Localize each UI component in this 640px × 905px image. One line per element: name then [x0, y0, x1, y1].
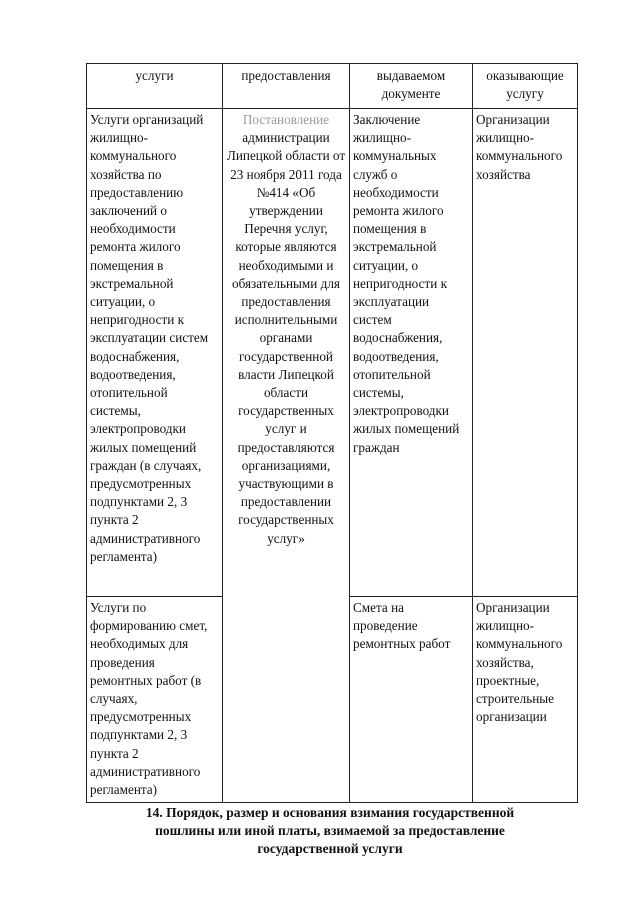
section-heading — [100, 804, 560, 858]
provider-cell: Организации жилищно-коммунального хозяйства, проектные, строительные организации — [473, 597, 578, 803]
table-row — [87, 109, 578, 597]
legal-basis-text: администрации Липецкой области от 23 ноября 2011 года №414 «Об утверждении Перечня услуг, которые являются необходимыми и обязательными для предоставления исполнительными органами государственной власти Липецкой области государственных услуг и предоставляются организациями, участвующими в предоставлении государственных услуг» — [226, 130, 346, 546]
table-header-row — [87, 64, 578, 109]
section-heading-line-1: 14. Порядок, размер и основания взимания государственной — [145, 805, 515, 820]
service-cell: Услуги организаций жилищно-коммунального хозяйства по предоставлению заключений о необходимости ремонта жилого помещения в экстремальной ситуации, о непригодности к эксплуатации систем водоснабжения, водоотведения, отопительной системы, электропроводки жилых помещений граждан (в случаях, предусмотренных подпунктами 2, 3 пункта 2 административного регламента) — [87, 109, 223, 597]
header-cell-issued-document: выдаваемом документе — [350, 64, 473, 109]
document-cell: Смета на проведение ремонтных работ — [350, 597, 473, 803]
section-heading-line-2: пошлины или иной платы, взимаемой за предоставление — [155, 823, 505, 838]
header-cell-provision: предоставления — [223, 64, 350, 109]
service-cell: Услуги по формированию смет, необходимых для проведения ремонтных работ (в случаях, предусмотренных подпунктами 2, 3 пункта 2 административного регламента) — [87, 597, 223, 803]
header-cell-providers: оказывающие услугу — [473, 64, 578, 109]
services-table — [86, 63, 578, 803]
section-heading-line-3: государственной услуги — [257, 841, 403, 856]
provider-cell: Организации жилищно-коммунального хозяйства — [473, 109, 578, 597]
legal-basis-faded-word: Постановление — [242, 112, 330, 127]
legal-basis-cell — [223, 109, 350, 803]
document-cell: Заключение жилищно-коммунальных служб о необходимости ремонта жилого помещения в экстремальной ситуации, о непригодности к эксплуатации систем водоснабжения, водоотведения, отопительной системы, электропроводки жилых помещений граждан — [350, 109, 473, 597]
header-cell-services: услуги — [87, 64, 223, 109]
